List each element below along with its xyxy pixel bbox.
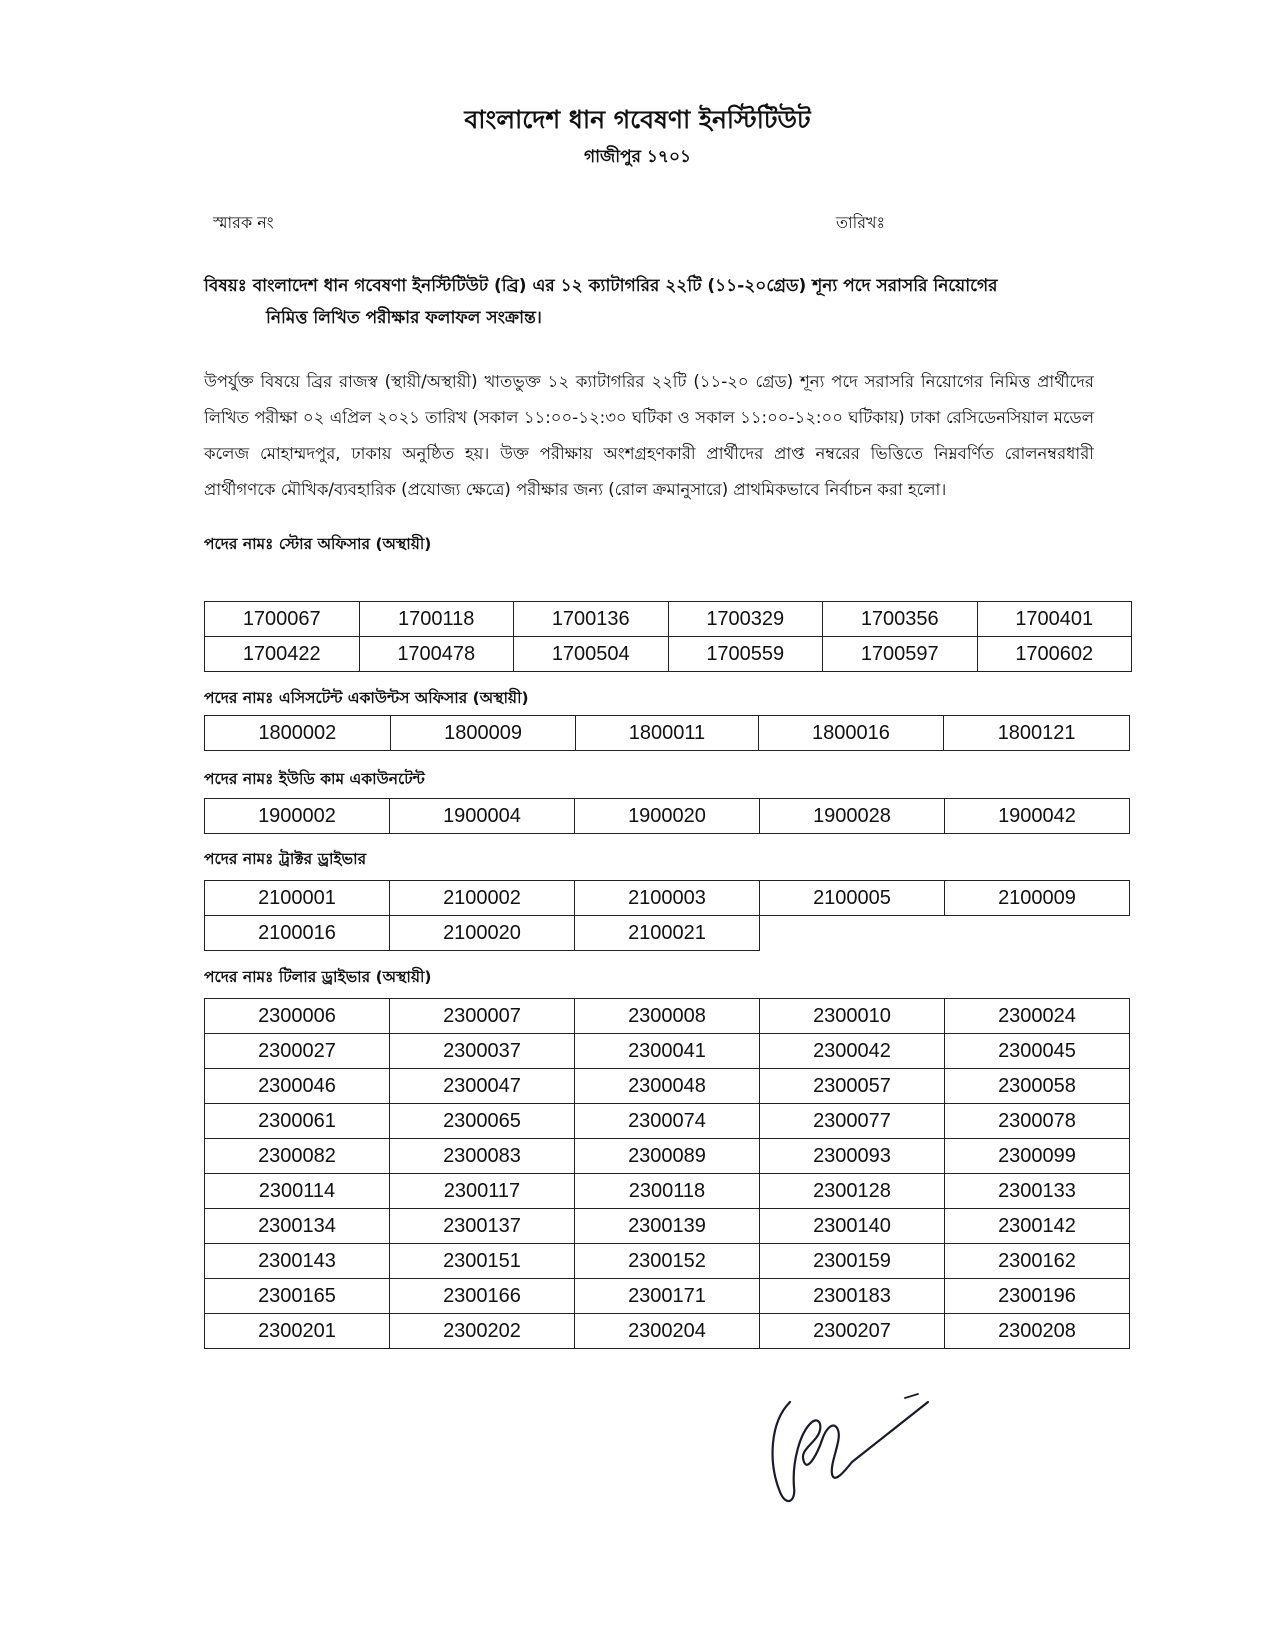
- roll-number: 2100020: [390, 916, 575, 951]
- table-row: [205, 1279, 1130, 1314]
- signature-icon: [760, 1392, 940, 1522]
- subject-line-1: বিষয়ঃ বাংলাদেশ ধান গবেষণা ইনস্টিটিউট (ব্রি) এর ১২ ক্যাটাগরির ২২টি (১১-২০গ্রেড) শূন্য পদে সরাসরি নিয়োগের: [204, 276, 998, 296]
- roll-number: 1700597: [823, 637, 978, 672]
- roll-number: 2300099: [945, 1139, 1130, 1174]
- roll-number: 2300140: [760, 1209, 945, 1244]
- roll-number: 2300089: [575, 1139, 760, 1174]
- roll-number: 2100005: [760, 881, 945, 916]
- roll-number: 2300057: [760, 1069, 945, 1104]
- roll-number: 2300201: [205, 1314, 390, 1349]
- roll-number: 2300006: [205, 999, 390, 1034]
- roll-number: 1800002: [205, 716, 391, 751]
- post-label-tiller-driver: পদের নামঃ টিলার ড্রাইভার (অস্থায়ী): [204, 968, 432, 986]
- roll-number: 1900002: [205, 799, 390, 834]
- roll-number: 2300065: [390, 1104, 575, 1139]
- table-row: [205, 1104, 1130, 1139]
- roll-number: 2300165: [205, 1279, 390, 1314]
- memo-number-label: স্মারক নং: [213, 213, 274, 232]
- roll-number: 2300024: [945, 999, 1130, 1034]
- roll-number: 2100009: [945, 881, 1130, 916]
- roll-number: 2300151: [390, 1244, 575, 1279]
- institute-address: গাজীপুর ১৭০১: [583, 147, 692, 167]
- roll-number: 1700118: [359, 602, 514, 637]
- roll-table-store-officer: [204, 601, 1132, 672]
- body-paragraph: উপর্যুক্ত বিষয়ে ব্রির রাজস্ব (স্থায়ী/অস্থায়ী) খাতভুক্ত ১২ ক্যাটাগরির ২২টি (১১-২০ গ্রেড) শূন্য পদে সরাসরি নিয়োগের নিমিত্ত প্রার্থীদের লিখিত পরীক্ষা ০২ এপ্রিল ২০২১ তারিখ (সকাল ১১:০০-১২:৩০ ঘটিকা ও সকাল ১১:০০-১২:০০ ঘটিকায়) ঢাকা রেসিডেনসিয়াল মডেল কলেজ মোহাম্মদপুর, ঢাকায় অনুষ্ঠিত হয়। উক্ত পরীক্ষায় অংশগ্রহণকারী প্রার্থীদের প্রাপ্ত নম্বরের ভিত্তিতে নিম্নবর্ণিত রোলনম্বরধারী প্রার্থীগণকে মৌখিক/ব্যবহারিক (প্রযোজ্য ক্ষেত্রে) পরীক্ষার জন্য (রোল ক্রমানুসারে) প্রাথমিকভাবে নির্বাচন করা হলো।: [204, 372, 1094, 499]
- table-row: [205, 999, 1130, 1034]
- roll-number: 2300045: [945, 1034, 1130, 1069]
- roll-number: 1700067: [205, 602, 360, 637]
- roll-number: 1700401: [977, 602, 1132, 637]
- post-label-assistant-accounts-officer: পদের নামঃ এসিসটেন্ট একাউন্টস অফিসার (অস্থায়ী): [204, 689, 529, 707]
- table-row: [205, 1314, 1130, 1349]
- roll-number: 2300143: [205, 1244, 390, 1279]
- table-row: [205, 1069, 1130, 1104]
- date-label: তারিখঃ: [836, 213, 886, 232]
- roll-table-tiller-driver: [204, 998, 1130, 1349]
- post-label-store-officer: পদের নামঃ স্টোর অফিসার (অস্থায়ী): [204, 535, 432, 553]
- roll-number: 2300162: [945, 1244, 1130, 1279]
- table-row: [205, 881, 1130, 916]
- roll-number: 1700329: [668, 602, 823, 637]
- roll-number: 2100001: [205, 881, 390, 916]
- roll-table-tractor-driver: [204, 880, 1130, 951]
- roll-number: 2300202: [390, 1314, 575, 1349]
- roll-number: 2300093: [760, 1139, 945, 1174]
- table-row: [205, 1244, 1130, 1279]
- roll-number: 2300008: [575, 999, 760, 1034]
- table-row: [205, 1174, 1130, 1209]
- table-row: [205, 1034, 1130, 1069]
- roll-number: 2300041: [575, 1034, 760, 1069]
- table-row: [205, 916, 1130, 951]
- roll-number: 2300159: [760, 1244, 945, 1279]
- subject-line: [204, 270, 1094, 334]
- page-title: বাংলাদেশ ধান গবেষণা ইনস্টিটিউট: [464, 105, 811, 134]
- roll-number: 1900020: [575, 799, 760, 834]
- empty-cell: [760, 916, 945, 951]
- post-label-tractor-driver: পদের নামঃ ট্রাক্টর ড্রাইভার: [204, 850, 367, 868]
- roll-number: 2300037: [390, 1034, 575, 1069]
- table-row: [205, 1139, 1130, 1174]
- table-row: [205, 799, 1130, 834]
- roll-number: 1900042: [945, 799, 1130, 834]
- roll-number: 1800011: [576, 716, 758, 751]
- roll-number: 1700559: [668, 637, 823, 672]
- roll-number: 2300139: [575, 1209, 760, 1244]
- roll-number: 2300134: [205, 1209, 390, 1244]
- roll-number: 2300077: [760, 1104, 945, 1139]
- roll-number: 1700422: [205, 637, 360, 672]
- roll-number: 2300166: [390, 1279, 575, 1314]
- roll-number: 2300114: [205, 1174, 390, 1209]
- roll-number: 1700356: [823, 602, 978, 637]
- roll-number: 2300047: [390, 1069, 575, 1104]
- roll-number: 2300061: [205, 1104, 390, 1139]
- roll-number: 2300042: [760, 1034, 945, 1069]
- post-label-ud-cum-accountant: পদের নামঃ ইউডি কাম একাউনটেন্ট: [204, 770, 425, 788]
- roll-number: 2300027: [205, 1034, 390, 1069]
- roll-number: 1700602: [977, 637, 1132, 672]
- roll-number: 1800121: [944, 716, 1130, 751]
- roll-table-assistant-accounts-officer: [204, 715, 1130, 751]
- roll-number: 2300196: [945, 1279, 1130, 1314]
- roll-number: 2300048: [575, 1069, 760, 1104]
- roll-table-ud-cum-accountant: [204, 798, 1130, 834]
- roll-number: 1700478: [359, 637, 514, 672]
- roll-number: 2300142: [945, 1209, 1130, 1244]
- roll-number: 2300204: [575, 1314, 760, 1349]
- table-row: [205, 637, 1132, 672]
- roll-number: 2300083: [390, 1139, 575, 1174]
- roll-number: 1800016: [758, 716, 944, 751]
- roll-number: 2300078: [945, 1104, 1130, 1139]
- table-row: [205, 716, 1130, 751]
- roll-number: 2100016: [205, 916, 390, 951]
- roll-number: 2300207: [760, 1314, 945, 1349]
- roll-number: 2100003: [575, 881, 760, 916]
- roll-number: 2300133: [945, 1174, 1130, 1209]
- roll-number: 1700504: [514, 637, 669, 672]
- roll-number: 2300137: [390, 1209, 575, 1244]
- roll-number: 2300117: [390, 1174, 575, 1209]
- roll-number: 2300171: [575, 1279, 760, 1314]
- roll-number: 2300183: [760, 1279, 945, 1314]
- roll-number: 2300074: [575, 1104, 760, 1139]
- roll-number: 2300010: [760, 999, 945, 1034]
- roll-number: 2300082: [205, 1139, 390, 1174]
- subject-line-2: নিমিত্ত লিখিত পরীক্ষার ফলাফল সংক্রান্ত।: [266, 308, 542, 328]
- roll-number: 2100002: [390, 881, 575, 916]
- table-row: [205, 602, 1132, 637]
- roll-number: 2300058: [945, 1069, 1130, 1104]
- empty-cell: [945, 916, 1130, 951]
- roll-number: 1900004: [390, 799, 575, 834]
- roll-number: 2300208: [945, 1314, 1130, 1349]
- roll-number: 2300152: [575, 1244, 760, 1279]
- roll-number: 1700136: [514, 602, 669, 637]
- table-row: [205, 1209, 1130, 1244]
- roll-number: 2300046: [205, 1069, 390, 1104]
- roll-number: 1800009: [390, 716, 576, 751]
- roll-number: 2300007: [390, 999, 575, 1034]
- roll-number: 2300118: [575, 1174, 760, 1209]
- roll-number: 2300128: [760, 1174, 945, 1209]
- roll-number: 2100021: [575, 916, 760, 951]
- roll-number: 1900028: [760, 799, 945, 834]
